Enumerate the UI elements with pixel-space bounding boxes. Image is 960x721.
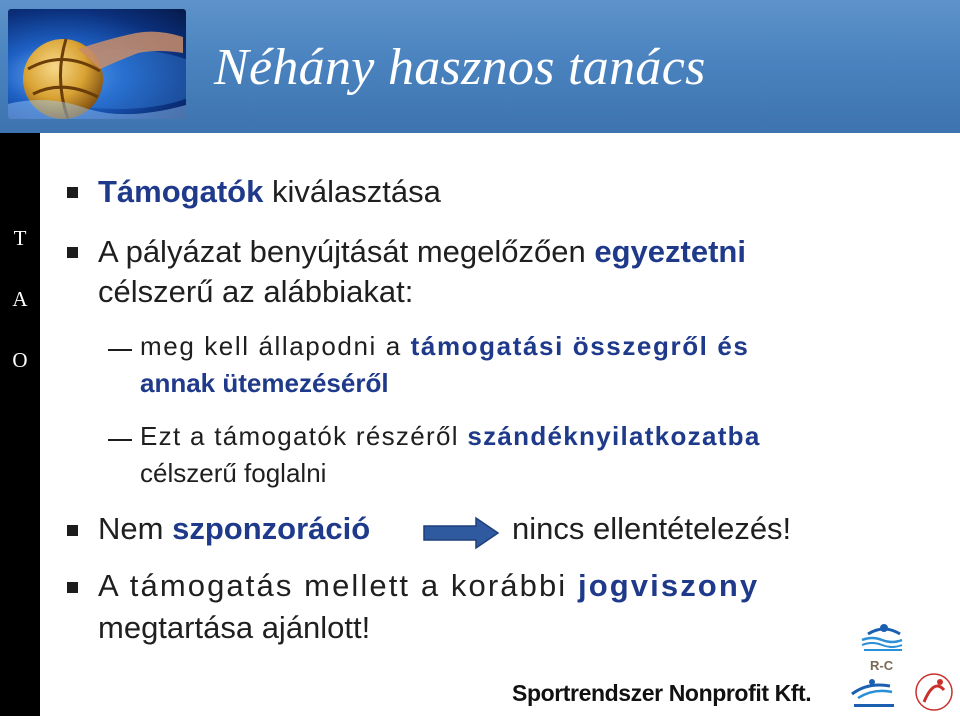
plain-text: Ezt a támogatók részéről bbox=[140, 421, 468, 451]
plain-text: meg kell állapodni a bbox=[140, 331, 411, 361]
bullet-marker bbox=[67, 525, 78, 536]
sub-bullet-text bbox=[140, 331, 749, 362]
sub-bullet-dash bbox=[108, 349, 132, 351]
side-letter: T bbox=[13, 226, 27, 250]
slide-title: Néhány hasznos tanács bbox=[214, 39, 706, 96]
plain-text: kiválasztása bbox=[263, 174, 441, 209]
plain-text: A pályázat benyújtását megelőzően bbox=[98, 234, 595, 269]
bullet-text-continued: célszerű az alábbiakat: bbox=[98, 274, 414, 309]
sub-bullet-text bbox=[140, 421, 761, 452]
bullet-text-continued: megtartása ajánlott! bbox=[98, 610, 371, 645]
bullet-text bbox=[98, 568, 759, 604]
highlight-text: szponzoráció bbox=[172, 511, 371, 546]
swimming-federation-logo bbox=[862, 624, 902, 651]
footer-organization: Sportrendszer Nonprofit Kft. bbox=[512, 680, 812, 706]
right-arrow-icon bbox=[422, 516, 500, 550]
sport-federation-logo bbox=[916, 674, 952, 710]
rc-logo: R-C bbox=[870, 658, 894, 673]
bullet-text bbox=[98, 174, 441, 210]
highlight-text: egyeztetni bbox=[594, 234, 746, 269]
plain-text: A támogatás mellett a korábbi bbox=[98, 568, 579, 603]
highlight-text: Támogatók bbox=[98, 174, 264, 209]
sub-bullet-text-continued: annak ütemezéséről bbox=[140, 368, 389, 398]
highlight-text: szándéknyilatkozatba bbox=[467, 421, 761, 451]
sub-bullet-text-continued: célszerű foglalni bbox=[140, 458, 327, 488]
sub-bullet-dash bbox=[108, 439, 132, 441]
sponsor-logos bbox=[848, 612, 960, 716]
bullet-marker bbox=[67, 247, 78, 258]
bullet-text-result: nincs ellentételezés! bbox=[512, 511, 792, 546]
bullet-marker bbox=[67, 582, 78, 593]
highlight-text: jogviszony bbox=[578, 568, 760, 603]
side-letter: A bbox=[12, 287, 28, 311]
bullet-marker bbox=[67, 187, 78, 198]
plain-text: Nem bbox=[98, 511, 173, 546]
bullet-text bbox=[98, 511, 370, 547]
kayak-canoe-logo bbox=[852, 679, 894, 707]
bullet-text bbox=[98, 234, 746, 270]
side-letter: O bbox=[12, 348, 28, 372]
highlight-text: támogatási összegről és bbox=[410, 331, 750, 361]
